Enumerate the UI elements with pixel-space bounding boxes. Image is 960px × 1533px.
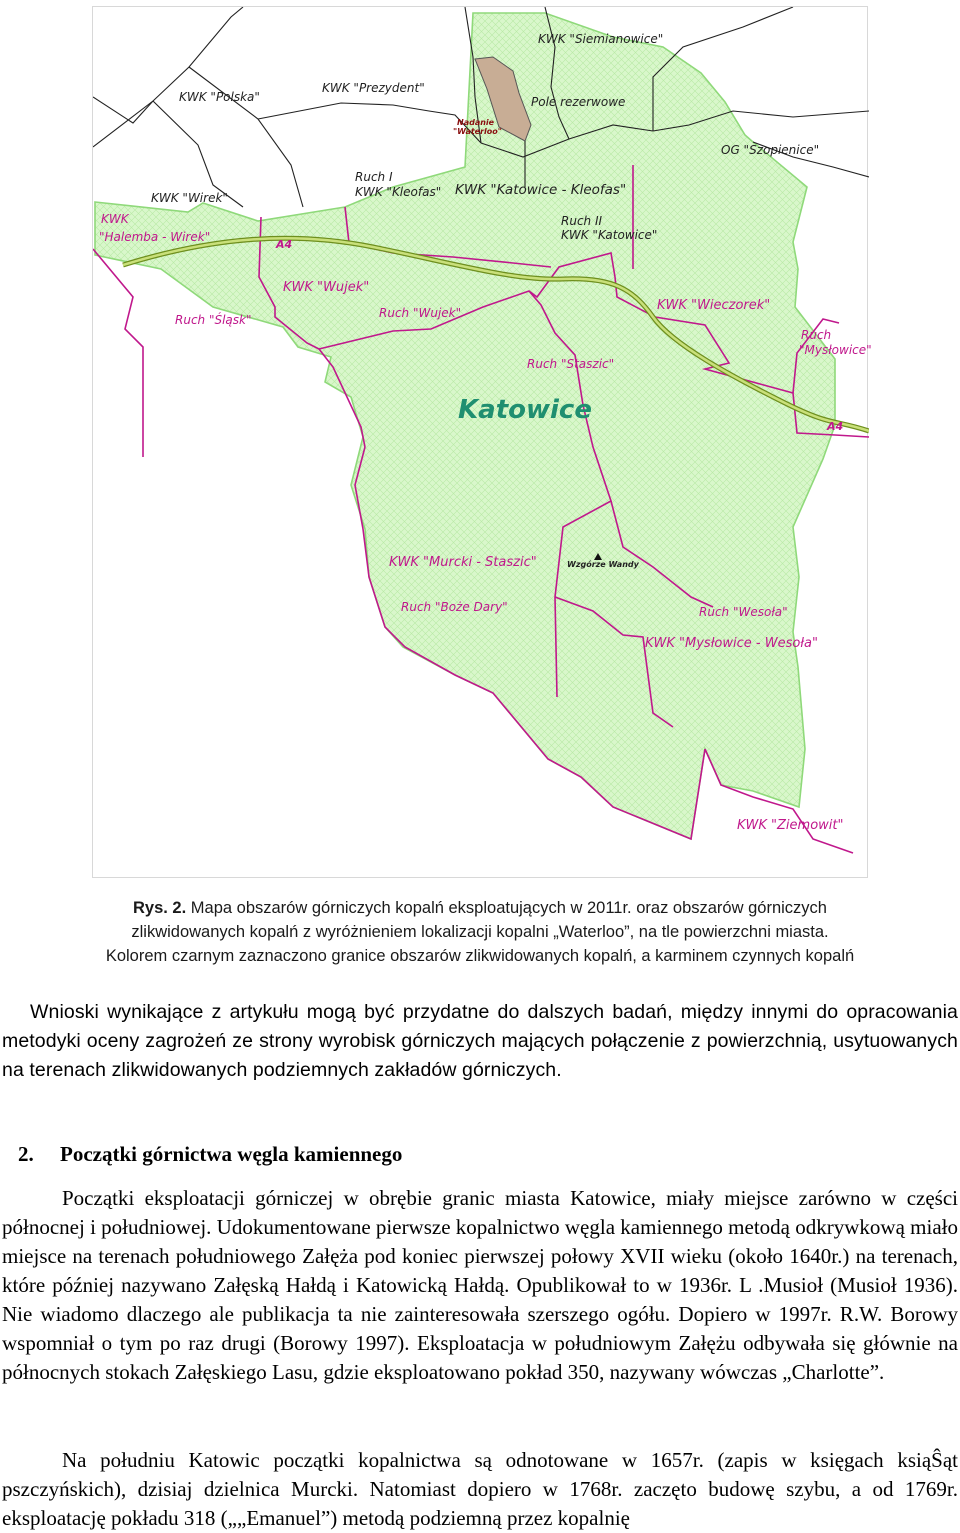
paragraph-conclusions: Wnioski wynikające z artykułu mogą być przydatne do dalszych badań, między innymi do opracowania metodyki oceny zagrożeń ze strony wyrobisk górniczych mających połączenie z powierzchnią, usytuowanych na terenach zlikwidowanych podziemnych zakładów górniczych.	[2, 1001, 958, 1081]
section-heading	[18, 1142, 402, 1167]
label-kwk-ziemowit: KWK "Ziemowit"	[737, 818, 844, 833]
section-title: Początki górnictwa węgla kamiennego	[60, 1142, 403, 1166]
label-city-katowice: Katowice	[458, 395, 592, 425]
label-halemba-wirek: "Halemba - Wirek"	[99, 230, 211, 244]
label-kwk-wirek: KWK "Wirek"	[151, 191, 228, 205]
caption-line-2: zlikwidowanych kopalń z wyróżnieniem lokalizacji kopalni „Waterloo”, na tle powierzchni miasta.	[131, 923, 829, 941]
label-ruch-wujek: Ruch "Wujek"	[379, 306, 462, 320]
paragraph-history-north: Początki eksploatacji górniczej w obrębie granic miasta Katowice, miały miejsce zarówno w części północnej i południowej. Udokumentowane pierwsze kopalnictwo węgla kamiennego metodą odkrywkową miało miejsce na terenach południowego Załęża pod koniec pierwszej połowy XVII wieku (około 1640r.) na terenach, które później nazywano Załęską Hałdą i Katowicką Hałdą. Opublikował to w 1936r. L .Musioł (Musioł 1936). Nie wiadomo dlaczego ale publikacja ta nie zainteresowała szerszego ogółu. Dopiero w 1997r. R.W. Borowy wspomniał o tym po raz drugi (Borowy 1997). Eksploatacja w południowym Załężu odbywała się głównie na północnych stokach Załęskiego Lasu, gdzie eksploatowano pokład 350, nazywany wówczas „Charlotte”.	[2, 1186, 958, 1384]
map-drawing	[93, 7, 869, 879]
label-ruch-myslowice: Ruch	[801, 328, 832, 342]
label-kwk-wieczorek: KWK "Wieczorek"	[657, 298, 771, 313]
caption-line-3: Kolorem czarnym zaznaczono granice obszarów zlikwidowanych kopalń, a karminem czynnych kopalń	[105, 947, 855, 965]
label-ruch-ii-katowice: KWK "Katowice"	[561, 228, 658, 242]
label-a4-west: A4	[276, 238, 293, 251]
label-ruch-slask: Ruch "Śląsk"	[175, 313, 252, 327]
label-ruch-myslowice-2: "Mysłowice"	[799, 343, 872, 357]
label-kwk-murcki-staszic: KWK "Murcki - Staszic"	[389, 555, 537, 570]
mining-areas-map	[92, 6, 872, 878]
figure-caption	[40, 896, 920, 968]
label-kwk-myslowice-wesola: KWK "Mysłowice - Wesoła"	[645, 636, 818, 651]
paragraph-history-south: Na południu Katowic początki kopalnictwa są odnotowane w 1657r. (zapis w księgach ksiąŜąt pszczyńskich), dzisiaj dzielnica Murcki. Natomiast dopiero w 1768r. zaczęto budowę szybu, a od 1769r. eksploatację pokładu 318 („„Emanuel”) metodą podziemną przez kopalnię	[2, 1448, 958, 1530]
label-og-szopienice: OG "Szopienice"	[721, 143, 820, 157]
label-kwk-katowice-kleofas: KWK "Katowice - Kleofas"	[455, 182, 627, 198]
label-kwk-polska: KWK "Polska"	[179, 90, 260, 104]
label-ruch-i-kleofas: KWK "Kleofas"	[355, 185, 442, 199]
label-wzgorze-wandy: Wzgórze Wandy	[567, 560, 639, 569]
caption-line-1-text: Mapa obszarów górniczych kopalń eksploatujących w 2011r. oraz obszarów górniczych	[186, 899, 827, 917]
caption-label: Rys. 2.	[133, 899, 187, 917]
label-kwk-siemianowice: KWK "Siemianowice"	[538, 32, 664, 46]
label-nadanie: Nadanie	[457, 118, 495, 127]
label-ruch-staszic: Ruch "Staszic"	[527, 357, 615, 371]
label-ruch-boze-dary: Ruch "Boże Dary"	[401, 600, 508, 614]
label-halemba: KWK	[101, 212, 129, 226]
label-kwk-prezydent: KWK "Prezydent"	[322, 81, 425, 95]
label-pole-rezerwowe: Pole rezerwowe	[531, 95, 626, 109]
label-nadanie-waterloo: "Waterloo"	[453, 127, 502, 136]
label-ruch-wesola: Ruch "Wesoła"	[699, 605, 788, 619]
label-a4-east: A4	[827, 420, 844, 433]
caption-line-1	[40, 896, 920, 920]
section-number: 2.	[18, 1142, 34, 1166]
label-ruch-ii: Ruch II	[561, 214, 603, 228]
label-ruch-i: Ruch I	[355, 170, 393, 184]
label-kwk-wujek: KWK "Wujek"	[283, 280, 370, 295]
katowice-city-area	[95, 13, 835, 839]
